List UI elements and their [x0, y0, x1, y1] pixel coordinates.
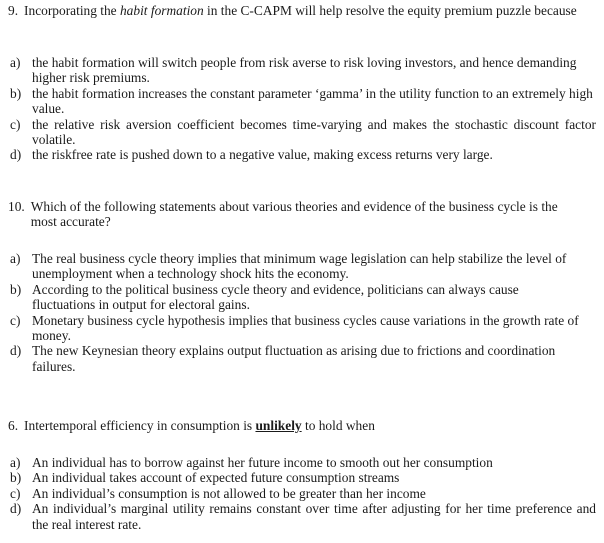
question-number: 9. [8, 3, 19, 18]
option-d [10, 501, 596, 532]
option-a [10, 455, 596, 470]
question-text: Which of the following statements about various theories and evidence of the business cycle is the most accurate? [30, 199, 558, 230]
option-text: An individual’s marginal utility remains constant over time after adjusting for her time preference and the real interest rate. [32, 501, 596, 532]
option-b [10, 86, 596, 117]
option-letter: b) [10, 85, 22, 101]
question-6 [8, 418, 594, 433]
question-text-part: Intertemporal efficiency in consumption is [24, 418, 256, 433]
option-text: According to the political business cycle theory and evidence, politicians can always cause fluctuations in output for electoral gains. [32, 281, 519, 313]
option-c [10, 117, 596, 148]
question-9-options [10, 55, 596, 163]
option-d [10, 147, 596, 162]
option-text: An individual’s consumption is not allowed to be greater than her income [32, 485, 426, 501]
option-text: the relative risk aversion coefficient becomes time-varying and makes the stochastic discount factor volatile. [32, 116, 596, 148]
option-letter: d) [10, 147, 22, 163]
option-text: The new Keynesian theory explains output fluctuation as arising due to frictions and coordination failures. [32, 343, 556, 374]
option-text: the habit formation will switch people from risk averse to risk loving investors, and hence demanding higher risk premiums. [32, 55, 577, 86]
option-b [10, 470, 596, 485]
option-text: the riskfree rate is pushed down to a negative value, making excess returns very large. [32, 147, 493, 163]
question-9 [8, 3, 594, 18]
option-letter: c) [10, 116, 21, 132]
option-letter: c) [10, 485, 21, 501]
question-text-part: in the C-CAPM will help resolve the equity premium puzzle because [203, 3, 577, 18]
option-letter: d) [10, 343, 22, 359]
question-text-part: to hold when [301, 418, 375, 433]
emphasized-term: habit formation [119, 3, 204, 18]
option-letter: a) [10, 55, 21, 70]
question-text-part: Incorporating the [24, 3, 120, 18]
option-letter: a) [10, 251, 21, 266]
option-letter: a) [10, 455, 21, 470]
option-a [10, 251, 584, 282]
option-text: An individual takes account of expected future consumption streams [32, 470, 400, 486]
question-10 [8, 199, 574, 230]
option-a [10, 55, 596, 86]
question-text [24, 3, 594, 18]
question-number: 6. [8, 418, 19, 433]
option-letter: b) [10, 470, 22, 486]
underlined-term: unlikely [255, 418, 302, 433]
option-letter: b) [10, 281, 22, 297]
question-10-options [10, 251, 584, 374]
question-text [24, 418, 594, 433]
option-c [10, 486, 596, 501]
option-d [10, 343, 584, 374]
option-text: An individual has to borrow against her future income to smooth out her consumption [32, 455, 493, 470]
option-text: the habit formation increases the constant parameter ‘gamma’ in the utility function to an extremely high value. [32, 85, 593, 117]
option-text: Monetary business cycle hypothesis implies that business cycles cause variations in the growth rate of money. [32, 312, 579, 344]
option-letter: c) [10, 312, 21, 328]
option-c [10, 313, 584, 344]
question-number: 10. [8, 199, 25, 214]
question-6-options [10, 455, 596, 532]
option-b [10, 282, 584, 313]
option-text: The real business cycle theory implies that minimum wage legislation can help stabilize the level of unemployment when a technology shock hits the economy. [32, 251, 567, 282]
option-letter: d) [10, 501, 22, 517]
